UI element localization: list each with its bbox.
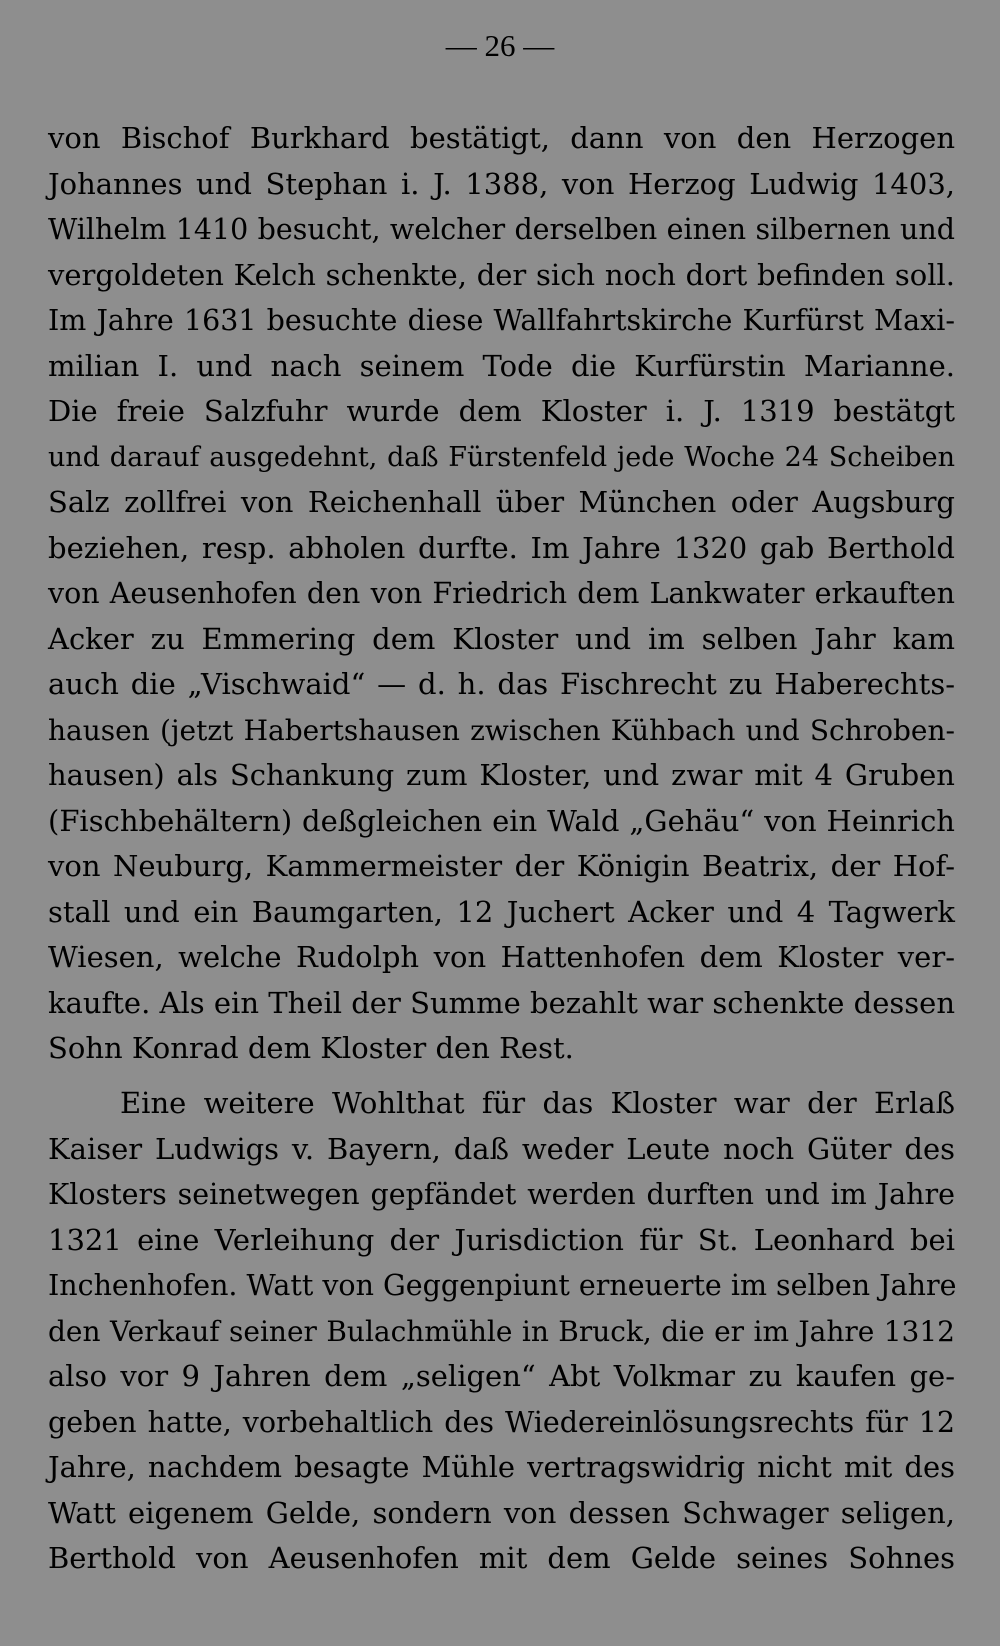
text-line: (Fischbehältern) deßgleichen ein Wald „Gehäu“ von Heinrich	[48, 803, 955, 838]
text-line: Inchenhofen. Watt von Geggenpiunt erneuerte im selben Jahre	[48, 1269, 957, 1302]
text-line: also vor 9 Jahren dem „seligen“ Abt Volkmar zu kaufen ge-	[48, 1359, 955, 1393]
text-line: beziehen, resp. abholen durfte. Im Jahre 1320 gab Berthold	[48, 530, 955, 565]
text-line: geben hatte, vorbehaltlich des Wiedereinlösungsrechts für 12	[48, 1405, 955, 1439]
paragraph-1	[48, 116, 955, 1072]
text-line: auch die „Vischwaid“ — d. h. das Fischrecht zu Haberechts-	[48, 667, 955, 701]
text-line: Wiesen, welche Rudolph von Hattenhofen dem Kloster ver-	[48, 940, 955, 974]
text-line: Salz zollfrei von Reichenhall über München oder Augsburg	[48, 485, 955, 519]
text-line: Klosters seinetwegen gepfändet werden durften und im Jahre	[48, 1178, 955, 1211]
text-line: vergoldeten Kelch schenkte, der sich noch dort befinden soll.	[48, 257, 955, 292]
text-line: von Aeusenhofen den von Friedrich dem Lankwater erkauften	[48, 577, 955, 610]
text-line: von Bischof Burkhard bestätigt, dann von den Herzogen	[48, 121, 955, 155]
text-line: milian I. und nach seinem Tode die Kurfürstin Marianne.	[48, 348, 955, 383]
text-line: hausen (jetzt Habertshausen zwischen Kühbach und Schroben-	[48, 713, 955, 747]
text-line: Eine weitere Wohlthat für das Kloster war der Erlaß	[120, 1086, 955, 1120]
text-line: stall und ein Baumgarten, 12 Juchert Acker und 4 Tagwerk	[48, 894, 955, 929]
text-line: Die freie Salzfuhr wurde dem Kloster i. J. 1319 bestätgt	[48, 394, 955, 428]
text-line: Sohn Konrad dem Kloster den Rest.	[48, 1031, 574, 1065]
text-line: 1321 eine Verleihung der Jurisdiction für St. Leonhard bei	[48, 1222, 955, 1257]
text-line: Berthold von Aeusenhofen mit dem Gelde seines Sohnes	[48, 1541, 955, 1575]
text-line: kaufte. Als ein Theil der Summe bezahlt war schenkte dessen	[48, 985, 955, 1020]
text-line: und darauf ausgedehnt, daß Fürstenfeld jede Woche 24 Scheiben	[48, 441, 955, 473]
text-line: Johannes und Stephan i. J. 1388, von Herzog Ludwig 1403,	[48, 166, 955, 201]
text-line: den Verkauf seiner Bulachmühle in Bruck, die er im Jahre 1312	[48, 1314, 955, 1348]
text-line: Wilhelm 1410 besucht, welcher derselben einen silbernen und	[48, 213, 955, 246]
text-line: hausen) als Schankung zum Kloster, und zwar mit 4 Gruben	[48, 758, 955, 792]
text-line: Jahre, nachdem besagte Mühle vertragswidrig nicht mit des	[48, 1450, 955, 1484]
text-line: von Neuburg, Kammermeister der Königin Beatrix, der Hof-	[48, 849, 955, 883]
page-number: — 26 —	[445, 28, 555, 63]
paragraph-2	[48, 1081, 955, 1582]
text-line: Acker zu Emmering dem Kloster und im selben Jahr kam	[48, 621, 955, 656]
text-line: Im Jahre 1631 besuchte diese Wallfahrtskirche Kurfürst Maxi-	[48, 304, 955, 337]
text-line: Watt eigenem Gelde, sondern von dessen Schwager seligen,	[48, 1495, 955, 1530]
text-line: Kaiser Ludwigs v. Bayern, daß weder Leute noch Güter des	[48, 1131, 955, 1166]
